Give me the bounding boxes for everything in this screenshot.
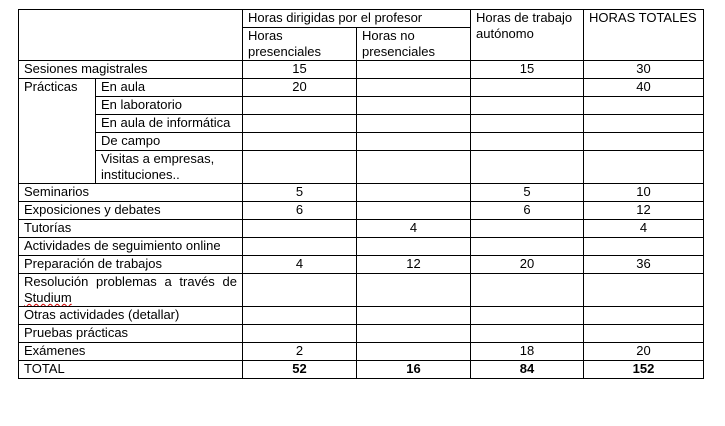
row-label: En laboratorio (96, 97, 243, 115)
table-row (19, 274, 704, 307)
cell-presenciales (243, 238, 357, 256)
total-presenciales: 52 (243, 361, 357, 379)
cell-no-presenciales (357, 115, 471, 133)
cell-totales: 36 (584, 256, 704, 274)
table-row (19, 202, 704, 220)
table-row (19, 325, 704, 343)
cell-presenciales: 20 (243, 79, 357, 97)
cell-no-presenciales (357, 97, 471, 115)
row-label: Preparación de trabajos (19, 256, 243, 274)
cell-autonomo (471, 79, 584, 97)
row-label-line2: Studium (24, 290, 72, 305)
cell-totales (584, 151, 704, 184)
total-autonomo: 84 (471, 361, 584, 379)
cell-autonomo: 20 (471, 256, 584, 274)
table-row (19, 151, 704, 184)
cell-presenciales (243, 97, 357, 115)
row-label: Seminarios (19, 184, 243, 202)
cell-no-presenciales (357, 274, 471, 307)
cell-presenciales (243, 151, 357, 184)
row-label: Exámenes (19, 343, 243, 361)
cell-autonomo (471, 115, 584, 133)
row-label: En aula de informática (96, 115, 243, 133)
header-empty-cell (19, 10, 243, 61)
table-row (19, 256, 704, 274)
cell-presenciales (243, 307, 357, 325)
hours-table (18, 9, 704, 379)
cell-no-presenciales (357, 61, 471, 79)
table-row (19, 133, 704, 151)
header-presenciales: Horas presenciales (243, 28, 357, 61)
row-label: Exposiciones y debates (19, 202, 243, 220)
cell-no-presenciales (357, 307, 471, 325)
table-row (19, 343, 704, 361)
cell-no-presenciales (357, 343, 471, 361)
practicas-label: Prácticas (19, 79, 96, 184)
cell-autonomo: 15 (471, 61, 584, 79)
cell-no-presenciales (357, 79, 471, 97)
table-row (19, 184, 704, 202)
cell-autonomo (471, 307, 584, 325)
total-totales: 152 (584, 361, 704, 379)
cell-autonomo (471, 97, 584, 115)
cell-presenciales (243, 274, 357, 307)
row-label: De campo (96, 133, 243, 151)
cell-totales (584, 325, 704, 343)
cell-presenciales: 6 (243, 202, 357, 220)
row-label: Tutorías (19, 220, 243, 238)
table-row (19, 307, 704, 325)
cell-autonomo: 18 (471, 343, 584, 361)
table-row (19, 97, 704, 115)
cell-totales (584, 115, 704, 133)
cell-no-presenciales (357, 133, 471, 151)
cell-autonomo (471, 151, 584, 184)
cell-no-presenciales (357, 184, 471, 202)
cell-presenciales: 2 (243, 343, 357, 361)
cell-autonomo (471, 274, 584, 307)
cell-presenciales: 5 (243, 184, 357, 202)
header-no-presenciales: Horas no presenciales (357, 28, 471, 61)
cell-presenciales: 4 (243, 256, 357, 274)
row-label-line1: Resolución problemas a través de (24, 274, 237, 289)
table-row (19, 61, 704, 79)
cell-totales: 30 (584, 61, 704, 79)
table-row (19, 79, 704, 97)
cell-autonomo (471, 220, 584, 238)
header-autonomo: Horas de trabajo autónomo (471, 10, 584, 61)
header-dirigidas: Horas dirigidas por el profesor (243, 10, 471, 28)
total-no-presenciales: 16 (357, 361, 471, 379)
cell-totales (584, 274, 704, 307)
cell-autonomo (471, 133, 584, 151)
cell-autonomo (471, 238, 584, 256)
header-row-1 (19, 10, 704, 28)
row-label: En aula (96, 79, 243, 97)
cell-totales: 12 (584, 202, 704, 220)
cell-totales (584, 238, 704, 256)
row-label: Actividades de seguimiento online (19, 238, 243, 256)
cell-autonomo: 6 (471, 202, 584, 220)
table-row (19, 115, 704, 133)
cell-no-presenciales (357, 151, 471, 184)
row-label: Otras actividades (detallar) (19, 307, 243, 325)
row-label: Visitas a empresas, instituciones.. (96, 151, 243, 184)
row-label: Sesiones magistrales (19, 61, 243, 79)
cell-totales: 4 (584, 220, 704, 238)
cell-totales (584, 307, 704, 325)
cell-no-presenciales: 12 (357, 256, 471, 274)
cell-no-presenciales (357, 325, 471, 343)
row-label (19, 274, 243, 307)
cell-no-presenciales: 4 (357, 220, 471, 238)
cell-presenciales (243, 115, 357, 133)
cell-totales (584, 97, 704, 115)
cell-autonomo: 5 (471, 184, 584, 202)
cell-presenciales (243, 220, 357, 238)
cell-autonomo (471, 325, 584, 343)
cell-no-presenciales (357, 238, 471, 256)
table-row (19, 220, 704, 238)
header-totales: HORAS TOTALES (584, 10, 704, 61)
cell-totales: 10 (584, 184, 704, 202)
table-row (19, 238, 704, 256)
cell-presenciales (243, 133, 357, 151)
cell-presenciales (243, 325, 357, 343)
cell-totales: 20 (584, 343, 704, 361)
total-row (19, 361, 704, 379)
row-label: Pruebas prácticas (19, 325, 243, 343)
cell-totales (584, 133, 704, 151)
total-label: TOTAL (19, 361, 243, 379)
cell-presenciales: 15 (243, 61, 357, 79)
cell-no-presenciales (357, 202, 471, 220)
cell-totales: 40 (584, 79, 704, 97)
